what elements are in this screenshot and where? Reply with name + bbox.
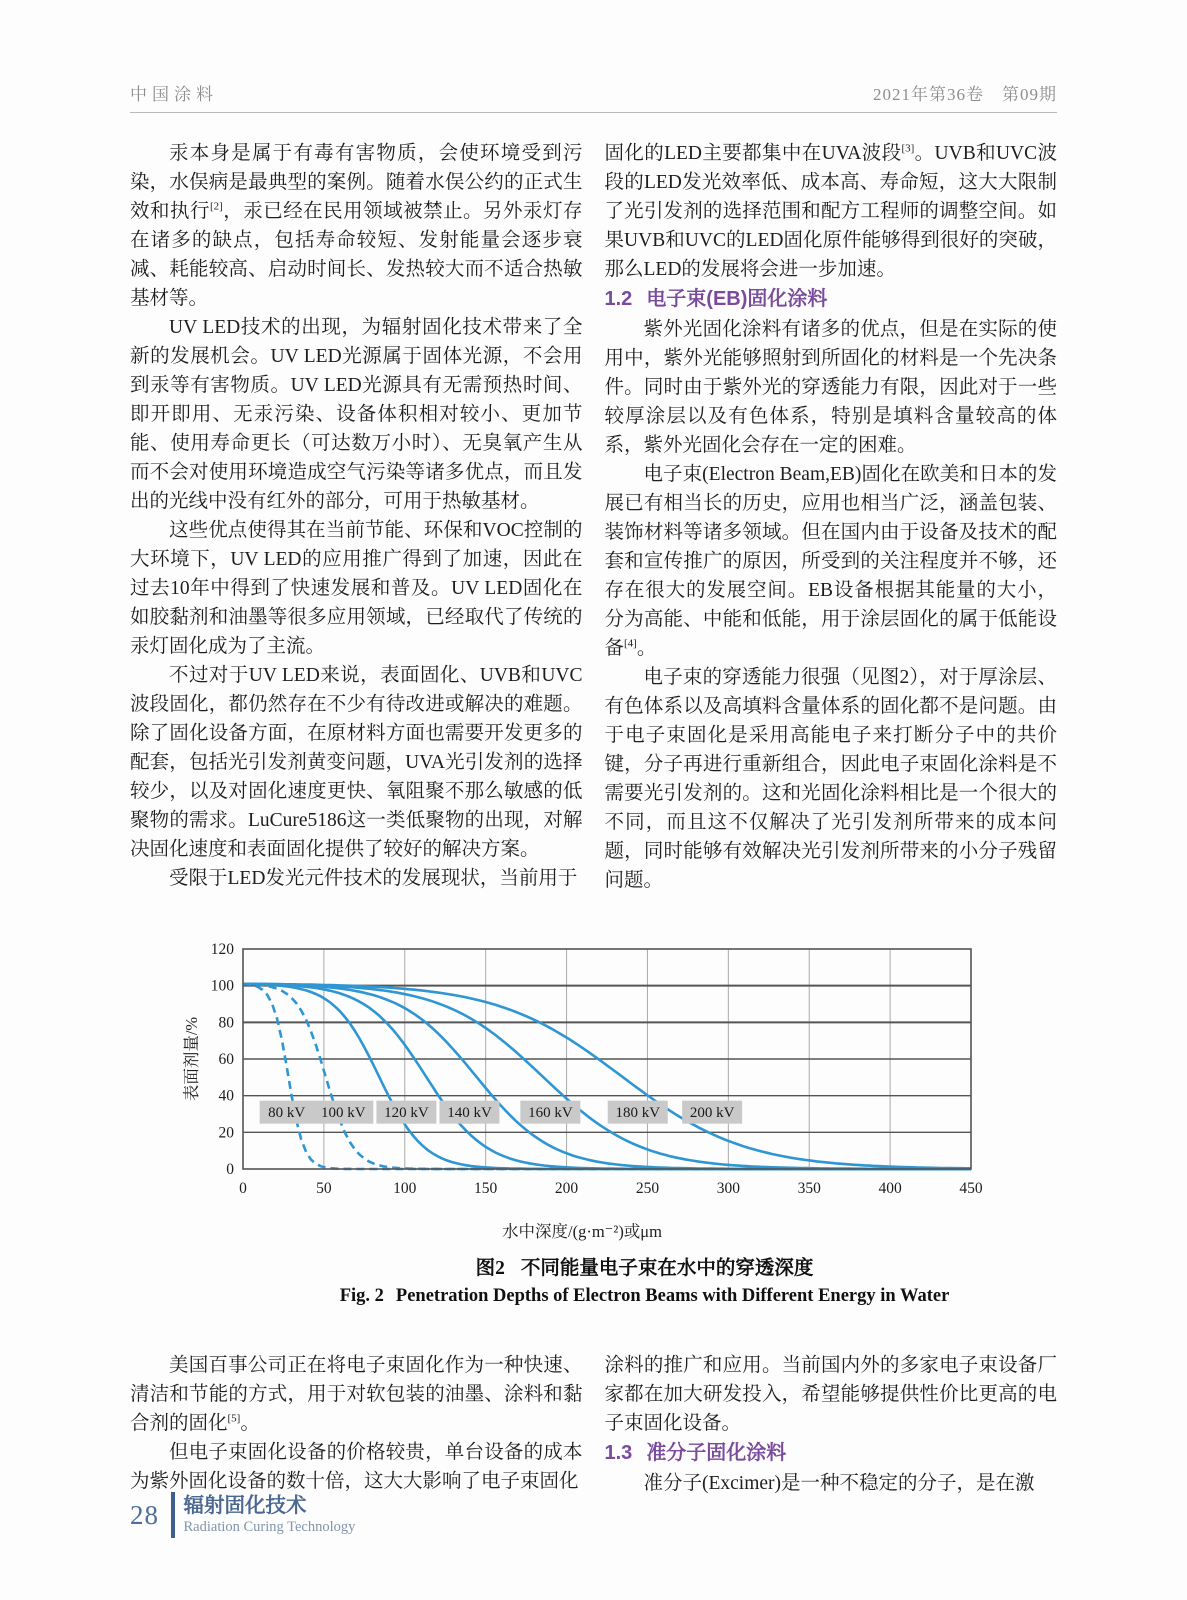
- section-heading-1-3: [605, 1438, 1058, 1469]
- figure-2: [181, 937, 1001, 1307]
- figure-caption-cn-text: 不同能量电子束在水中的穿透深度: [520, 1258, 814, 1279]
- figure-caption-en: [181, 1286, 1108, 1307]
- svg-text:120: 120: [210, 941, 234, 958]
- paragraph: 美国百事公司正在将电子束固化作为一种快速、清洁和节能的方式，用于对软包装的油墨、涂料和黏合剂的固化[5]。: [130, 1355, 583, 1434]
- svg-text:80 kV: 80 kV: [268, 1105, 306, 1122]
- section-number: 1.2: [604, 288, 633, 310]
- footer-section-en: Radiation Curing Technology: [183, 1519, 356, 1535]
- figure-caption-en-text: Penetration Depths of Electron Beams with Different Energy in Water: [395, 1286, 950, 1306]
- right-column: [605, 139, 1058, 895]
- paragraph: 固化的LED主要都集中在UVA波段[3]。UVB和UVC波段的LED发光效率低、成本高、寿命短，这大大限制了光引发剂的选择范围和配方工程师的调整空间。如果UVB和UVC的LED固化原件能够得到很好的突破，那么LED的发展将会进一步加速。: [604, 142, 1057, 280]
- svg-text:200 kV: 200 kV: [689, 1105, 735, 1122]
- journal-name: 中国涂料: [130, 85, 218, 104]
- svg-text:50: 50: [316, 1180, 332, 1197]
- svg-text:350: 350: [797, 1180, 821, 1197]
- section-title: 准分子固化涂料: [646, 1442, 787, 1464]
- paragraph: 汞本身是属于有毒有害物质，会使环境受到污染，水俣病是最典型的案例。随着水俣公约的正式生效和执行[2]，汞已经在民用领域被禁止。另外汞灯存在诸多的缺点，包括寿命较短、发射能量会逐步衰减、耗能较高、启动时间长、发热较大而不适合热敏基材等。: [130, 143, 583, 309]
- svg-text:200: 200: [554, 1180, 579, 1197]
- left-column: [130, 139, 583, 895]
- footer-divider: [171, 1492, 175, 1538]
- paragraph: 这些优点使得其在当前节能、环保和VOC控制的大环境下，UV LED的应用推广得到了加速，因此在过去10年中得到了快速发展和普及。UV LED固化在如胶黏剂和油墨等很多应用领域，已经取代了传统的汞灯固化成为了主流。: [130, 520, 583, 657]
- svg-text:150: 150: [474, 1180, 498, 1197]
- chart-y-axis-label: 表面剂量/%: [182, 1016, 201, 1102]
- svg-text:100 kV: 100 kV: [321, 1105, 366, 1122]
- chart-x-axis-label: 水中深度/(g·m⁻²)或μm: [502, 1222, 662, 1241]
- svg-text:250: 250: [635, 1180, 660, 1197]
- figure-number-cn: 图2: [475, 1258, 505, 1279]
- svg-text:140 kV: 140 kV: [447, 1105, 492, 1122]
- page-header: [130, 0, 1057, 113]
- paragraph: 电子束(Electron Beam,EB)固化在欧美和日本的发展已有相当长的历史，应用也相当广泛，涵盖包装、装饰材料等诸多领域。但在国内由于设备及技术的配套和宣传推广的原因，所受到的关注程度并不够，还存在很大的发展空间。EB设备根据其能量的大小，分为高能、中能和低能，用于涂层固化的属于低能设备[4]。: [604, 464, 1057, 659]
- svg-text:300: 300: [716, 1180, 740, 1197]
- svg-text:120 kV: 120 kV: [384, 1105, 429, 1122]
- section-heading-1-2: [605, 284, 1058, 315]
- figure-2-chart: [181, 937, 983, 1211]
- paragraph: 不过对于UV LED来说，表面固化、UVB和UVC波段固化，都仍然存在不少有待改进或解决的难题。除了固化设备方面，在原材料方面也需要开发更多的配套，包括光引发剂黄变问题，UVA光引发剂的选择较少，以及对固化速度更快、氧阻聚不那么敏感的低聚物的需求。LuCure5186这一类低聚物的出现，对解决固化速度和表面固化提供了较好的解决方案。: [130, 665, 583, 860]
- issue-info: 2021年第36卷 第09期: [873, 85, 1057, 104]
- svg-text:20: 20: [218, 1124, 234, 1142]
- figure-caption-cn: [181, 1252, 1108, 1280]
- footer-section-cn: 辐射固化技术: [183, 1494, 307, 1517]
- page-footer: [130, 1492, 355, 1538]
- paragraph: 受限于LED发光元件技术的发展现状，当前用于: [169, 868, 578, 889]
- paragraph: UV LED技术的出现，为辐射固化技术带来了全新的发展机会。UV LED光源属于固体光源，不会用到汞等有害物质。UV LED光源具有无需预热时间、即开即用、无汞污染、设备体积相对较小、更加节能、使用寿命更长（可达数万小时）、无臭氧产生从而不会对使用环境造成空气污染等诸多优点，而且发出的光线中没有红外的部分，可用于热敏基材。: [130, 317, 583, 512]
- paragraph: 紫外光固化涂料有诸多的优点，但是在实际的使用中，紫外光能够照射到所固化的材料是一个先决条件。同时由于紫外光的穿透能力有限，因此对于一些较厚涂层以及有色体系，特别是填料含量较高的体系，紫外光固化会存在一定的困难。: [604, 319, 1057, 456]
- svg-text:60: 60: [218, 1051, 234, 1068]
- paragraph: 准分子(Excimer)是一种不稳定的分子，是在激: [643, 1473, 1035, 1494]
- paragraph: 但电子束固化设备的价格较贵，单台设备的成本为紫外固化设备的数十倍，这大大影响了电子束固化: [130, 1442, 583, 1492]
- svg-text:80: 80: [218, 1014, 234, 1032]
- section-number: 1.3: [604, 1442, 633, 1464]
- svg-text:0: 0: [239, 1180, 247, 1197]
- svg-text:180 kV: 180 kV: [615, 1105, 661, 1122]
- bottom-text-columns: [130, 1351, 1057, 1498]
- svg-text:100: 100: [210, 977, 234, 995]
- svg-text:450: 450: [959, 1180, 983, 1197]
- svg-text:160 kV: 160 kV: [528, 1105, 573, 1122]
- svg-text:0: 0: [226, 1161, 234, 1178]
- figure-number-en: Fig. 2: [339, 1286, 384, 1306]
- section-title: 电子束(EB)固化涂料: [646, 288, 828, 310]
- svg-text:100: 100: [393, 1180, 417, 1197]
- paragraph: 电子束的穿透能力很强（见图2），对于厚涂层、有色体系以及高填料含量体系的固化都不是问题。由于电子束固化是采用高能电子来打断分子中的共价键，分子再进行重新组合，因此电子束固化涂料是不需要光引发剂的。这和光固化涂料相比是一个很大的不同，而且这不仅解决了光引发剂所带来的成本问题，同时能够有效解决光引发剂所带来的小分子残留问题。: [604, 667, 1057, 891]
- svg-text:400: 400: [878, 1180, 902, 1197]
- top-text-columns: [130, 139, 1057, 895]
- svg-text:40: 40: [218, 1087, 234, 1105]
- page-number: 28: [130, 1499, 159, 1530]
- left-column-bottom: [130, 1351, 583, 1498]
- right-column-bottom: [605, 1351, 1058, 1498]
- paragraph: 涂料的推广和应用。当前国内外的多家电子束设备厂家都在加大研发投入，希望能够提供性价比更高的电子束固化设备。: [604, 1355, 1057, 1434]
